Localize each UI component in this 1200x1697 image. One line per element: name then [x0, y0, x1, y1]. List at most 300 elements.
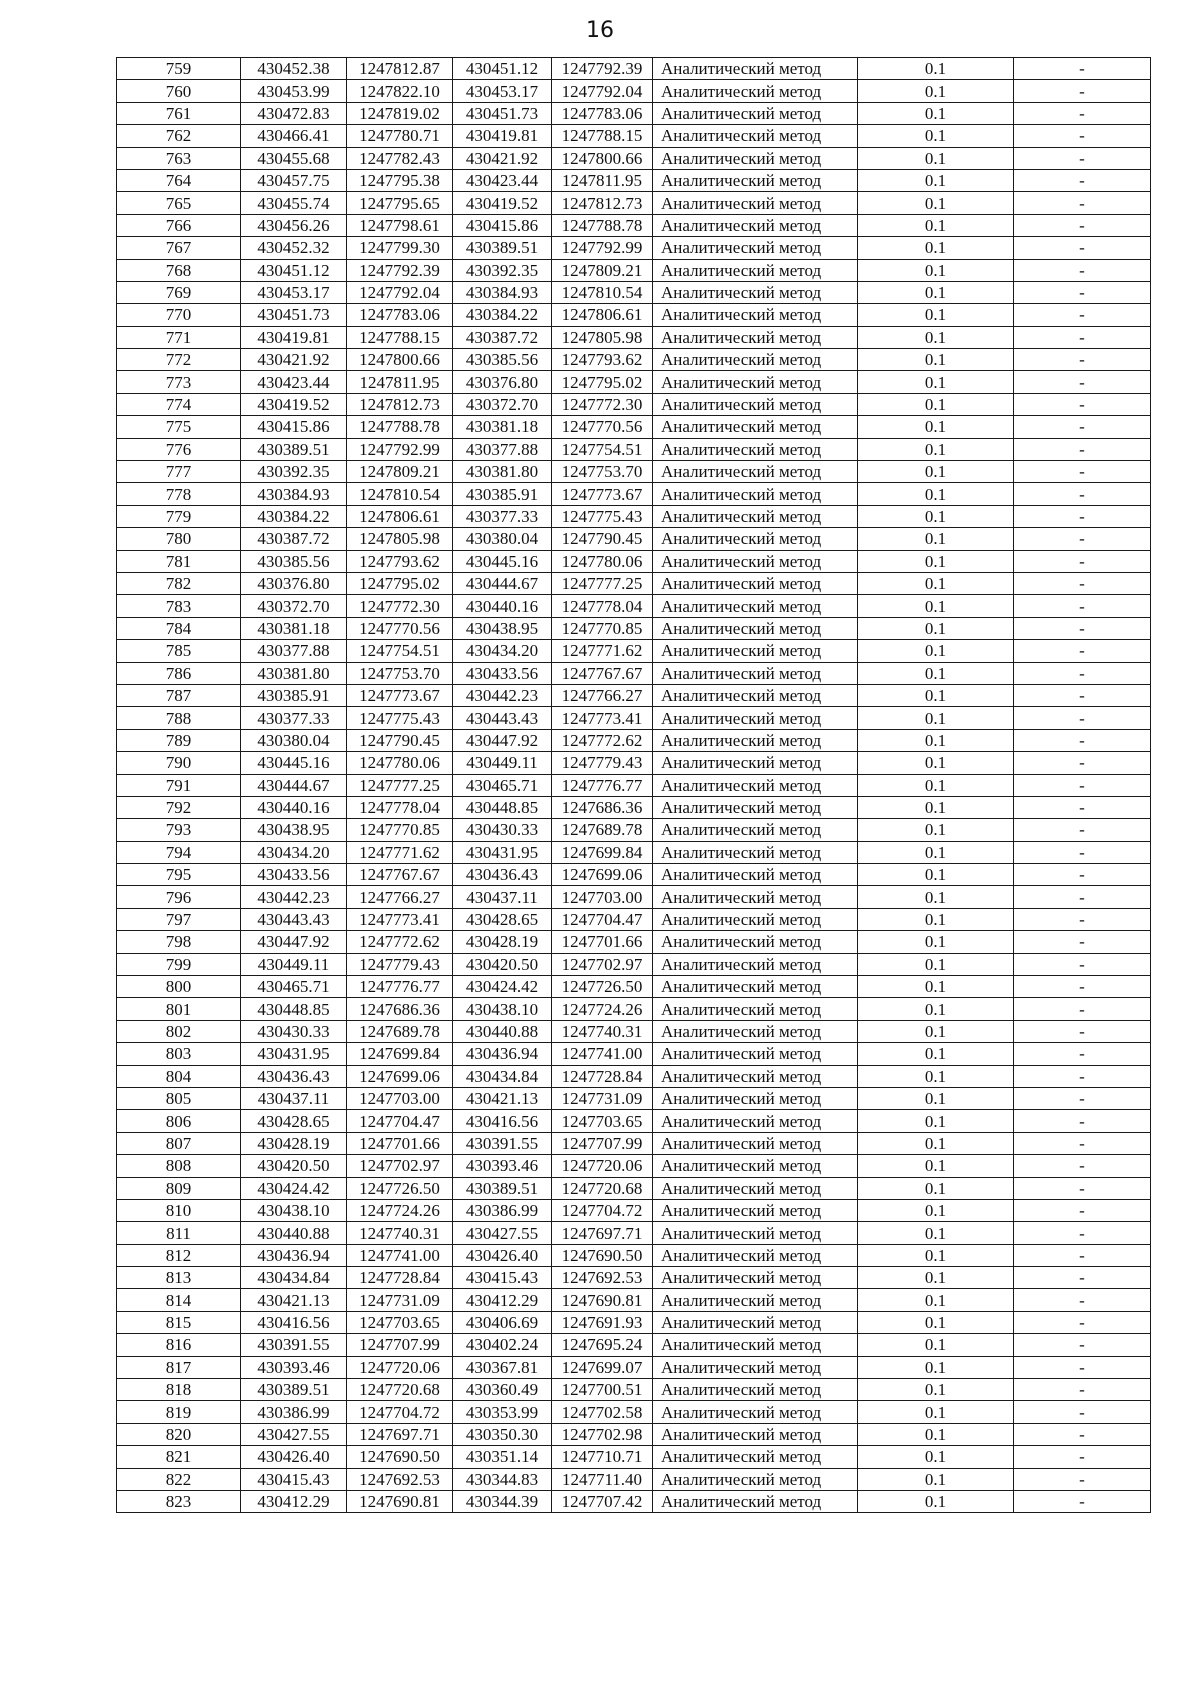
y1-coordinate-cell: 1247703.65	[347, 1311, 453, 1333]
table-row	[117, 1222, 1151, 1244]
accuracy-cell: 0.1	[858, 707, 1014, 729]
accuracy-cell: 0.1	[858, 1446, 1014, 1468]
table-row	[117, 1110, 1151, 1132]
y2-coordinate-cell: 1247800.66	[552, 147, 653, 169]
accuracy-cell: 0.1	[858, 953, 1014, 975]
table-row	[117, 393, 1151, 415]
method-cell: Аналитический метод	[653, 796, 858, 818]
method-cell: Аналитический метод	[653, 1468, 858, 1490]
y1-coordinate-cell: 1247740.31	[347, 1222, 453, 1244]
method-cell: Аналитический метод	[653, 662, 858, 684]
point-number-cell: 785	[117, 640, 241, 662]
y2-coordinate-cell: 1247753.70	[552, 461, 653, 483]
x1-coordinate-cell: 430415.86	[241, 416, 347, 438]
y1-coordinate-cell: 1247772.62	[347, 931, 453, 953]
method-cell: Аналитический метод	[653, 102, 858, 124]
note-cell: -	[1014, 1289, 1151, 1311]
table-row	[117, 1423, 1151, 1445]
x2-coordinate-cell: 430350.30	[453, 1423, 552, 1445]
note-cell: -	[1014, 1177, 1151, 1199]
x2-coordinate-cell: 430420.50	[453, 953, 552, 975]
y2-coordinate-cell: 1247771.62	[552, 640, 653, 662]
note-cell: -	[1014, 259, 1151, 281]
y1-coordinate-cell: 1247779.43	[347, 953, 453, 975]
point-number-cell: 810	[117, 1199, 241, 1221]
x1-coordinate-cell: 430386.99	[241, 1401, 347, 1423]
y2-coordinate-cell: 1247792.99	[552, 237, 653, 259]
table-row	[117, 102, 1151, 124]
x1-coordinate-cell: 430385.56	[241, 550, 347, 572]
accuracy-cell: 0.1	[858, 1334, 1014, 1356]
x1-coordinate-cell: 430420.50	[241, 1155, 347, 1177]
note-cell: -	[1014, 483, 1151, 505]
note-cell: -	[1014, 1446, 1151, 1468]
y1-coordinate-cell: 1247806.61	[347, 505, 453, 527]
point-number-cell: 764	[117, 169, 241, 191]
y2-coordinate-cell: 1247792.04	[552, 80, 653, 102]
y2-coordinate-cell: 1247795.02	[552, 371, 653, 393]
y2-coordinate-cell: 1247691.93	[552, 1311, 653, 1333]
method-cell: Аналитический метод	[653, 572, 858, 594]
method-cell: Аналитический метод	[653, 976, 858, 998]
y2-coordinate-cell: 1247810.54	[552, 281, 653, 303]
method-cell: Аналитический метод	[653, 1132, 858, 1154]
x2-coordinate-cell: 430376.80	[453, 371, 552, 393]
y2-coordinate-cell: 1247701.66	[552, 931, 653, 953]
y2-coordinate-cell: 1247811.95	[552, 169, 653, 191]
table-row	[117, 125, 1151, 147]
note-cell: -	[1014, 1423, 1151, 1445]
x2-coordinate-cell: 430419.52	[453, 192, 552, 214]
table-row	[117, 729, 1151, 751]
x2-coordinate-cell: 430447.92	[453, 729, 552, 751]
x2-coordinate-cell: 430385.91	[453, 483, 552, 505]
x2-coordinate-cell: 430372.70	[453, 393, 552, 415]
y1-coordinate-cell: 1247754.51	[347, 640, 453, 662]
x1-coordinate-cell: 430384.93	[241, 483, 347, 505]
x2-coordinate-cell: 430430.33	[453, 819, 552, 841]
point-number-cell: 762	[117, 125, 241, 147]
x1-coordinate-cell: 430448.85	[241, 998, 347, 1020]
x1-coordinate-cell: 430445.16	[241, 752, 347, 774]
y2-coordinate-cell: 1247697.71	[552, 1222, 653, 1244]
accuracy-cell: 0.1	[858, 505, 1014, 527]
table-row	[117, 304, 1151, 326]
y2-coordinate-cell: 1247692.53	[552, 1267, 653, 1289]
note-cell: -	[1014, 505, 1151, 527]
table-row	[117, 259, 1151, 281]
table-row	[117, 819, 1151, 841]
table-row	[117, 752, 1151, 774]
accuracy-cell: 0.1	[858, 326, 1014, 348]
y1-coordinate-cell: 1247726.50	[347, 1177, 453, 1199]
x2-coordinate-cell: 430449.11	[453, 752, 552, 774]
y1-coordinate-cell: 1247788.15	[347, 326, 453, 348]
method-cell: Аналитический метод	[653, 304, 858, 326]
method-cell: Аналитический метод	[653, 237, 858, 259]
page-number: 16	[586, 18, 614, 43]
method-cell: Аналитический метод	[653, 1423, 858, 1445]
y1-coordinate-cell: 1247780.71	[347, 125, 453, 147]
table-row	[117, 931, 1151, 953]
table-row	[117, 438, 1151, 460]
point-number-cell: 778	[117, 483, 241, 505]
note-cell: -	[1014, 80, 1151, 102]
table-row	[117, 1446, 1151, 1468]
y1-coordinate-cell: 1247770.56	[347, 617, 453, 639]
point-number-cell: 789	[117, 729, 241, 751]
method-cell: Аналитический метод	[653, 58, 858, 80]
table-row	[117, 326, 1151, 348]
table-row	[117, 1267, 1151, 1289]
x2-coordinate-cell: 430433.56	[453, 662, 552, 684]
accuracy-cell: 0.1	[858, 102, 1014, 124]
note-cell: -	[1014, 237, 1151, 259]
accuracy-cell: 0.1	[858, 483, 1014, 505]
point-number-cell: 799	[117, 953, 241, 975]
y2-coordinate-cell: 1247707.99	[552, 1132, 653, 1154]
point-number-cell: 804	[117, 1065, 241, 1087]
table-row	[117, 796, 1151, 818]
x1-coordinate-cell: 430436.94	[241, 1244, 347, 1266]
method-cell: Аналитический метод	[653, 371, 858, 393]
note-cell: -	[1014, 998, 1151, 1020]
x2-coordinate-cell: 430421.92	[453, 147, 552, 169]
point-number-cell: 783	[117, 595, 241, 617]
accuracy-cell: 0.1	[858, 80, 1014, 102]
accuracy-cell: 0.1	[858, 58, 1014, 80]
y2-coordinate-cell: 1247728.84	[552, 1065, 653, 1087]
y1-coordinate-cell: 1247724.26	[347, 1199, 453, 1221]
coordinates-table	[116, 57, 1151, 1513]
x2-coordinate-cell: 430416.56	[453, 1110, 552, 1132]
note-cell: -	[1014, 1311, 1151, 1333]
y1-coordinate-cell: 1247793.62	[347, 550, 453, 572]
accuracy-cell: 0.1	[858, 1020, 1014, 1042]
x2-coordinate-cell: 430421.13	[453, 1087, 552, 1109]
method-cell: Аналитический метод	[653, 886, 858, 908]
y1-coordinate-cell: 1247805.98	[347, 528, 453, 550]
x2-coordinate-cell: 430434.84	[453, 1065, 552, 1087]
y1-coordinate-cell: 1247792.04	[347, 281, 453, 303]
accuracy-cell: 0.1	[858, 908, 1014, 930]
y1-coordinate-cell: 1247689.78	[347, 1020, 453, 1042]
note-cell: -	[1014, 976, 1151, 998]
x2-coordinate-cell: 430393.46	[453, 1155, 552, 1177]
x1-coordinate-cell: 430447.92	[241, 931, 347, 953]
accuracy-cell: 0.1	[858, 147, 1014, 169]
y1-coordinate-cell: 1247697.71	[347, 1423, 453, 1445]
accuracy-cell: 0.1	[858, 393, 1014, 415]
x2-coordinate-cell: 430415.43	[453, 1267, 552, 1289]
x1-coordinate-cell: 430455.74	[241, 192, 347, 214]
x1-coordinate-cell: 430430.33	[241, 1020, 347, 1042]
point-number-cell: 792	[117, 796, 241, 818]
table-row	[117, 505, 1151, 527]
y1-coordinate-cell: 1247720.68	[347, 1379, 453, 1401]
x2-coordinate-cell: 430419.81	[453, 125, 552, 147]
x1-coordinate-cell: 430419.81	[241, 326, 347, 348]
y2-coordinate-cell: 1247779.43	[552, 752, 653, 774]
x1-coordinate-cell: 430437.11	[241, 1087, 347, 1109]
table-row	[117, 349, 1151, 371]
table-row	[117, 1199, 1151, 1221]
x1-coordinate-cell: 430440.88	[241, 1222, 347, 1244]
x1-coordinate-cell: 430389.51	[241, 1379, 347, 1401]
note-cell: -	[1014, 147, 1151, 169]
y1-coordinate-cell: 1247686.36	[347, 998, 453, 1020]
y1-coordinate-cell: 1247692.53	[347, 1468, 453, 1490]
table-row	[117, 1379, 1151, 1401]
y2-coordinate-cell: 1247720.06	[552, 1155, 653, 1177]
x2-coordinate-cell: 430445.16	[453, 550, 552, 572]
method-cell: Аналитический метод	[653, 214, 858, 236]
x2-coordinate-cell: 430360.49	[453, 1379, 552, 1401]
method-cell: Аналитический метод	[653, 617, 858, 639]
y2-coordinate-cell: 1247711.40	[552, 1468, 653, 1490]
x1-coordinate-cell: 430433.56	[241, 864, 347, 886]
x2-coordinate-cell: 430444.67	[453, 572, 552, 594]
y2-coordinate-cell: 1247788.15	[552, 125, 653, 147]
x1-coordinate-cell: 430376.80	[241, 572, 347, 594]
y1-coordinate-cell: 1247699.84	[347, 1043, 453, 1065]
accuracy-cell: 0.1	[858, 214, 1014, 236]
method-cell: Аналитический метод	[653, 998, 858, 1020]
method-cell: Аналитический метод	[653, 1379, 858, 1401]
y1-coordinate-cell: 1247699.06	[347, 1065, 453, 1087]
y2-coordinate-cell: 1247703.65	[552, 1110, 653, 1132]
x2-coordinate-cell: 430381.80	[453, 461, 552, 483]
accuracy-cell: 0.1	[858, 752, 1014, 774]
y2-coordinate-cell: 1247780.06	[552, 550, 653, 572]
table-row	[117, 169, 1151, 191]
x1-coordinate-cell: 430453.99	[241, 80, 347, 102]
y2-coordinate-cell: 1247724.26	[552, 998, 653, 1020]
y2-coordinate-cell: 1247702.58	[552, 1401, 653, 1423]
note-cell: -	[1014, 864, 1151, 886]
table-row	[117, 684, 1151, 706]
method-cell: Аналитический метод	[653, 841, 858, 863]
x1-coordinate-cell: 430384.22	[241, 505, 347, 527]
table-row	[117, 886, 1151, 908]
x1-coordinate-cell: 430465.71	[241, 976, 347, 998]
table-row	[117, 1289, 1151, 1311]
x1-coordinate-cell: 430451.12	[241, 259, 347, 281]
y2-coordinate-cell: 1247766.27	[552, 684, 653, 706]
point-number-cell: 765	[117, 192, 241, 214]
x2-coordinate-cell: 430465.71	[453, 774, 552, 796]
note-cell: -	[1014, 461, 1151, 483]
y2-coordinate-cell: 1247699.07	[552, 1356, 653, 1378]
x1-coordinate-cell: 430387.72	[241, 528, 347, 550]
table-row	[117, 461, 1151, 483]
y1-coordinate-cell: 1247780.06	[347, 752, 453, 774]
y1-coordinate-cell: 1247792.99	[347, 438, 453, 460]
x2-coordinate-cell: 430442.23	[453, 684, 552, 706]
y1-coordinate-cell: 1247811.95	[347, 371, 453, 393]
x1-coordinate-cell: 430380.04	[241, 729, 347, 751]
point-number-cell: 769	[117, 281, 241, 303]
y1-coordinate-cell: 1247690.81	[347, 1491, 453, 1513]
x2-coordinate-cell: 430353.99	[453, 1401, 552, 1423]
accuracy-cell: 0.1	[858, 729, 1014, 751]
note-cell: -	[1014, 617, 1151, 639]
point-number-cell: 805	[117, 1087, 241, 1109]
note-cell: -	[1014, 192, 1151, 214]
y2-coordinate-cell: 1247686.36	[552, 796, 653, 818]
point-number-cell: 820	[117, 1423, 241, 1445]
y2-coordinate-cell: 1247812.73	[552, 192, 653, 214]
x1-coordinate-cell: 430415.43	[241, 1468, 347, 1490]
x1-coordinate-cell: 430389.51	[241, 438, 347, 460]
x1-coordinate-cell: 430385.91	[241, 684, 347, 706]
note-cell: -	[1014, 1132, 1151, 1154]
x1-coordinate-cell: 430466.41	[241, 125, 347, 147]
x1-coordinate-cell: 430372.70	[241, 595, 347, 617]
note-cell: -	[1014, 1199, 1151, 1221]
x2-coordinate-cell: 430424.42	[453, 976, 552, 998]
table-row	[117, 80, 1151, 102]
method-cell: Аналитический метод	[653, 908, 858, 930]
y2-coordinate-cell: 1247699.06	[552, 864, 653, 886]
table-row	[117, 864, 1151, 886]
point-number-cell: 803	[117, 1043, 241, 1065]
x2-coordinate-cell: 430426.40	[453, 1244, 552, 1266]
x2-coordinate-cell: 430431.95	[453, 841, 552, 863]
accuracy-cell: 0.1	[858, 572, 1014, 594]
method-cell: Аналитический метод	[653, 640, 858, 662]
table-row	[117, 774, 1151, 796]
x2-coordinate-cell: 430440.88	[453, 1020, 552, 1042]
point-number-cell: 773	[117, 371, 241, 393]
table-row	[117, 1468, 1151, 1490]
method-cell: Аналитический метод	[653, 1356, 858, 1378]
x2-coordinate-cell: 430381.18	[453, 416, 552, 438]
y1-coordinate-cell: 1247773.41	[347, 908, 453, 930]
y2-coordinate-cell: 1247770.56	[552, 416, 653, 438]
accuracy-cell: 0.1	[858, 1110, 1014, 1132]
method-cell: Аналитический метод	[653, 483, 858, 505]
method-cell: Аналитический метод	[653, 595, 858, 617]
method-cell: Аналитический метод	[653, 259, 858, 281]
note-cell: -	[1014, 1379, 1151, 1401]
accuracy-cell: 0.1	[858, 617, 1014, 639]
y1-coordinate-cell: 1247795.02	[347, 572, 453, 594]
table-row	[117, 550, 1151, 572]
point-number-cell: 808	[117, 1155, 241, 1177]
y1-coordinate-cell: 1247822.10	[347, 80, 453, 102]
table-row	[117, 416, 1151, 438]
accuracy-cell: 0.1	[858, 864, 1014, 886]
x2-coordinate-cell: 430386.99	[453, 1199, 552, 1221]
x1-coordinate-cell: 430456.26	[241, 214, 347, 236]
accuracy-cell: 0.1	[858, 1065, 1014, 1087]
x1-coordinate-cell: 430428.65	[241, 1110, 347, 1132]
y1-coordinate-cell: 1247782.43	[347, 147, 453, 169]
table-row	[117, 617, 1151, 639]
table-row	[117, 595, 1151, 617]
x1-coordinate-cell: 430377.33	[241, 707, 347, 729]
x2-coordinate-cell: 430448.85	[453, 796, 552, 818]
y1-coordinate-cell: 1247812.73	[347, 393, 453, 415]
y1-coordinate-cell: 1247800.66	[347, 349, 453, 371]
table-row	[117, 908, 1151, 930]
method-cell: Аналитический метод	[653, 1446, 858, 1468]
point-number-cell: 816	[117, 1334, 241, 1356]
method-cell: Аналитический метод	[653, 864, 858, 886]
point-number-cell: 813	[117, 1267, 241, 1289]
x1-coordinate-cell: 430449.11	[241, 953, 347, 975]
accuracy-cell: 0.1	[858, 774, 1014, 796]
x2-coordinate-cell: 430387.72	[453, 326, 552, 348]
point-number-cell: 782	[117, 572, 241, 594]
point-number-cell: 794	[117, 841, 241, 863]
y2-coordinate-cell: 1247806.61	[552, 304, 653, 326]
method-cell: Аналитический метод	[653, 281, 858, 303]
note-cell: -	[1014, 572, 1151, 594]
y2-coordinate-cell: 1247776.77	[552, 774, 653, 796]
y2-coordinate-cell: 1247720.68	[552, 1177, 653, 1199]
table-row	[117, 572, 1151, 594]
y1-coordinate-cell: 1247741.00	[347, 1244, 453, 1266]
x2-coordinate-cell: 430434.20	[453, 640, 552, 662]
y1-coordinate-cell: 1247772.30	[347, 595, 453, 617]
note-cell: -	[1014, 1020, 1151, 1042]
point-number-cell: 787	[117, 684, 241, 706]
y1-coordinate-cell: 1247720.06	[347, 1356, 453, 1378]
y1-coordinate-cell: 1247812.87	[347, 58, 453, 80]
y2-coordinate-cell: 1247740.31	[552, 1020, 653, 1042]
point-number-cell: 766	[117, 214, 241, 236]
point-number-cell: 761	[117, 102, 241, 124]
method-cell: Аналитический метод	[653, 1020, 858, 1042]
accuracy-cell: 0.1	[858, 438, 1014, 460]
accuracy-cell: 0.1	[858, 796, 1014, 818]
x1-coordinate-cell: 430438.95	[241, 819, 347, 841]
accuracy-cell: 0.1	[858, 1356, 1014, 1378]
accuracy-cell: 0.1	[858, 976, 1014, 998]
method-cell: Аналитический метод	[653, 326, 858, 348]
method-cell: Аналитический метод	[653, 550, 858, 572]
x2-coordinate-cell: 430440.16	[453, 595, 552, 617]
accuracy-cell: 0.1	[858, 819, 1014, 841]
table-row	[117, 1491, 1151, 1513]
y2-coordinate-cell: 1247778.04	[552, 595, 653, 617]
table-row	[117, 1334, 1151, 1356]
y2-coordinate-cell: 1247777.25	[552, 572, 653, 594]
note-cell: -	[1014, 1244, 1151, 1266]
accuracy-cell: 0.1	[858, 259, 1014, 281]
method-cell: Аналитический метод	[653, 192, 858, 214]
note-cell: -	[1014, 214, 1151, 236]
table-row	[117, 1177, 1151, 1199]
x2-coordinate-cell: 430389.51	[453, 1177, 552, 1199]
x2-coordinate-cell: 430351.14	[453, 1446, 552, 1468]
method-cell: Аналитический метод	[653, 1177, 858, 1199]
note-cell: -	[1014, 1356, 1151, 1378]
method-cell: Аналитический метод	[653, 729, 858, 751]
x2-coordinate-cell: 430391.55	[453, 1132, 552, 1154]
note-cell: -	[1014, 58, 1151, 80]
note-cell: -	[1014, 1267, 1151, 1289]
point-number-cell: 775	[117, 416, 241, 438]
point-number-cell: 812	[117, 1244, 241, 1266]
accuracy-cell: 0.1	[858, 1043, 1014, 1065]
method-cell: Аналитический метод	[653, 1334, 858, 1356]
y2-coordinate-cell: 1247809.21	[552, 259, 653, 281]
point-number-cell: 768	[117, 259, 241, 281]
y1-coordinate-cell: 1247704.47	[347, 1110, 453, 1132]
